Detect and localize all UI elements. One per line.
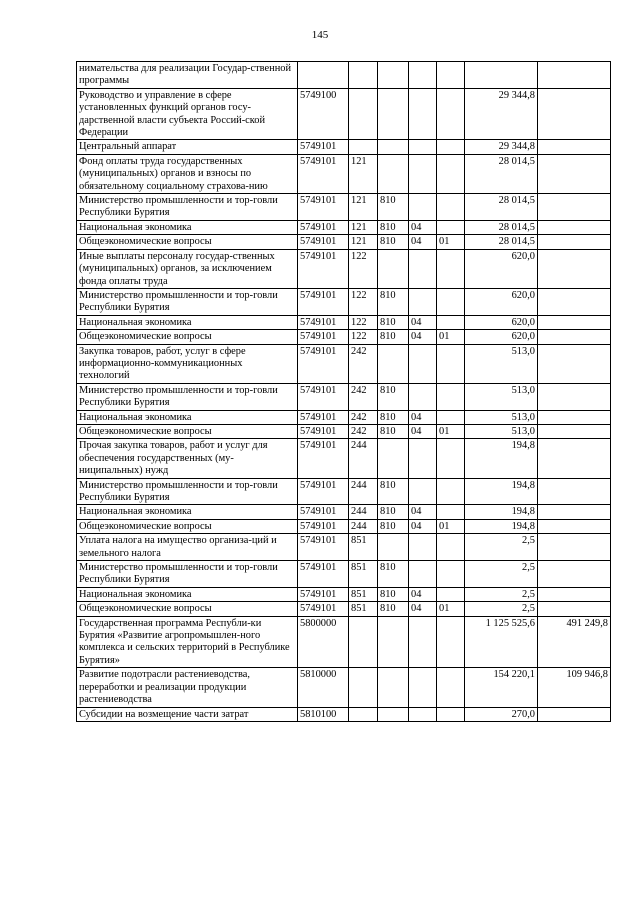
- ministry-code: [378, 439, 409, 478]
- subsection-code: [437, 668, 465, 707]
- target-article-code: 5749101: [298, 330, 349, 344]
- section-code: 04: [409, 235, 437, 249]
- table-row: [77, 478, 611, 505]
- target-article-code: 5749101: [298, 410, 349, 424]
- section-code: 04: [409, 220, 437, 234]
- amount-year-2: [538, 315, 611, 329]
- subsection-code: [437, 534, 465, 561]
- subsection-code: [437, 410, 465, 424]
- ministry-code: 810: [378, 383, 409, 410]
- amount-year-1: 194,8: [465, 505, 538, 519]
- subsection-code: [437, 561, 465, 588]
- expense-type-code: 244: [349, 478, 378, 505]
- expense-type-code: [349, 62, 378, 89]
- amount-year-2: [538, 439, 611, 478]
- amount-year-1: 28 014,5: [465, 220, 538, 234]
- amount-year-2: [538, 140, 611, 154]
- expense-type-code: 121: [349, 154, 378, 193]
- expense-type-code: 851: [349, 587, 378, 601]
- expense-type-code: [349, 616, 378, 668]
- table-row: [77, 707, 611, 721]
- table-row: [77, 249, 611, 288]
- row-name: Национальная экономика: [77, 220, 298, 234]
- subsection-code: [437, 220, 465, 234]
- row-name: Общеэкономические вопросы: [77, 330, 298, 344]
- subsection-code: 01: [437, 519, 465, 533]
- section-code: 04: [409, 602, 437, 616]
- row-name: Министерство промышленности и тор-говли Республики Бурятия: [77, 194, 298, 221]
- amount-year-2: [538, 88, 611, 140]
- amount-year-1: 620,0: [465, 330, 538, 344]
- row-name: Фонд оплаты труда государственных (муниципальных) органов и взносы по обязательному социальному страхова-нию: [77, 154, 298, 193]
- table-row: [77, 587, 611, 601]
- amount-year-2: [538, 288, 611, 315]
- expense-type-code: [349, 140, 378, 154]
- amount-year-2: [538, 561, 611, 588]
- amount-year-2: [538, 62, 611, 89]
- subsection-code: [437, 344, 465, 383]
- row-name: Закупка товаров, работ, услуг в сфере информационно-коммуникационных технологий: [77, 344, 298, 383]
- target-article-code: 5749101: [298, 154, 349, 193]
- row-name: Общеэкономические вопросы: [77, 424, 298, 438]
- row-name: Прочая закупка товаров, работ и услуг для обеспечения государственных (му-ниципальных) нужд: [77, 439, 298, 478]
- section-code: 04: [409, 330, 437, 344]
- target-article-code: 5749100: [298, 88, 349, 140]
- section-code: [409, 288, 437, 315]
- expense-type-code: 244: [349, 505, 378, 519]
- amount-year-2: [538, 154, 611, 193]
- expense-type-code: 242: [349, 424, 378, 438]
- target-article-code: [298, 62, 349, 89]
- expense-type-code: [349, 707, 378, 721]
- amount-year-2: [538, 505, 611, 519]
- amount-year-2: [538, 235, 611, 249]
- section-code: 04: [409, 424, 437, 438]
- subsection-code: [437, 478, 465, 505]
- expense-type-code: 244: [349, 439, 378, 478]
- subsection-code: [437, 88, 465, 140]
- subsection-code: [437, 616, 465, 668]
- row-name: Иные выплаты персоналу государ-ственных (муниципальных) органов, за исключением фонда оплаты труда: [77, 249, 298, 288]
- amount-year-1: 2,5: [465, 561, 538, 588]
- ministry-code: [378, 62, 409, 89]
- amount-year-2: [538, 194, 611, 221]
- ministry-code: 810: [378, 220, 409, 234]
- target-article-code: 5749101: [298, 288, 349, 315]
- table-row: [77, 602, 611, 616]
- ministry-code: [378, 344, 409, 383]
- section-code: 04: [409, 505, 437, 519]
- table-row: [77, 534, 611, 561]
- expense-type-code: [349, 668, 378, 707]
- subsection-code: [437, 439, 465, 478]
- section-code: [409, 88, 437, 140]
- section-code: [409, 62, 437, 89]
- row-name: Общеэкономические вопросы: [77, 602, 298, 616]
- section-code: [409, 707, 437, 721]
- target-article-code: 5749101: [298, 561, 349, 588]
- table-row: [77, 288, 611, 315]
- expense-type-code: [349, 88, 378, 140]
- amount-year-1: 28 014,5: [465, 194, 538, 221]
- amount-year-1: 513,0: [465, 410, 538, 424]
- ministry-code: [378, 707, 409, 721]
- subsection-code: [437, 707, 465, 721]
- target-article-code: 5749101: [298, 194, 349, 221]
- amount-year-1: 194,8: [465, 519, 538, 533]
- target-article-code: 5749101: [298, 235, 349, 249]
- target-article-code: 5800000: [298, 616, 349, 668]
- table-row: [77, 439, 611, 478]
- amount-year-2: [538, 519, 611, 533]
- section-code: [409, 154, 437, 193]
- row-name: Министерство промышленности и тор-говли Республики Бурятия: [77, 478, 298, 505]
- subsection-code: [437, 505, 465, 519]
- expense-type-code: 122: [349, 315, 378, 329]
- amount-year-1: 29 344,8: [465, 88, 538, 140]
- amount-year-1: 2,5: [465, 587, 538, 601]
- ministry-code: [378, 534, 409, 561]
- table-row: [77, 154, 611, 193]
- target-article-code: 5749101: [298, 602, 349, 616]
- subsection-code: [437, 315, 465, 329]
- amount-year-2: [538, 344, 611, 383]
- row-name: Министерство промышленности и тор-говли Республики Бурятия: [77, 288, 298, 315]
- amount-year-1: 28 014,5: [465, 154, 538, 193]
- amount-year-2: [538, 330, 611, 344]
- amount-year-1: 620,0: [465, 249, 538, 288]
- expense-type-code: 242: [349, 410, 378, 424]
- row-name: Руководство и управление в сфере установленных функций органов госу-дарственной власти субъекта Россий-ской Федерации: [77, 88, 298, 140]
- target-article-code: 5749101: [298, 424, 349, 438]
- table-row: [77, 194, 611, 221]
- row-name: Уплата налога на имущество организа-ций и земельного налога: [77, 534, 298, 561]
- table-row: [77, 410, 611, 424]
- subsection-code: 01: [437, 602, 465, 616]
- amount-year-1: 270,0: [465, 707, 538, 721]
- expense-type-code: 121: [349, 235, 378, 249]
- subsection-code: 01: [437, 424, 465, 438]
- subsection-code: [437, 154, 465, 193]
- ministry-code: 810: [378, 315, 409, 329]
- expense-type-code: 851: [349, 561, 378, 588]
- target-article-code: 5749101: [298, 534, 349, 561]
- ministry-code: 810: [378, 602, 409, 616]
- target-article-code: 5810100: [298, 707, 349, 721]
- amount-year-2: [538, 249, 611, 288]
- section-code: [409, 140, 437, 154]
- ministry-code: 810: [378, 478, 409, 505]
- ministry-code: 810: [378, 330, 409, 344]
- table-row: [77, 519, 611, 533]
- table-row: [77, 62, 611, 89]
- expense-type-code: 851: [349, 602, 378, 616]
- ministry-code: 810: [378, 288, 409, 315]
- expense-type-code: 242: [349, 383, 378, 410]
- row-name: Центральный аппарат: [77, 140, 298, 154]
- ministry-code: 810: [378, 194, 409, 221]
- subsection-code: [437, 140, 465, 154]
- target-article-code: 5749101: [298, 519, 349, 533]
- ministry-code: 810: [378, 424, 409, 438]
- ministry-code: [378, 668, 409, 707]
- amount-year-1: 513,0: [465, 344, 538, 383]
- subsection-code: [437, 194, 465, 221]
- table-row: [77, 561, 611, 588]
- row-name: Министерство промышленности и тор-говли Республики Бурятия: [77, 561, 298, 588]
- subsection-code: 01: [437, 330, 465, 344]
- amount-year-1: 620,0: [465, 315, 538, 329]
- section-code: [409, 194, 437, 221]
- section-code: [409, 534, 437, 561]
- subsection-code: [437, 383, 465, 410]
- amount-year-1: 620,0: [465, 288, 538, 315]
- amount-year-2: [538, 478, 611, 505]
- section-code: 04: [409, 519, 437, 533]
- target-article-code: 5749101: [298, 587, 349, 601]
- amount-year-1: 2,5: [465, 534, 538, 561]
- section-code: [409, 383, 437, 410]
- expense-type-code: 121: [349, 220, 378, 234]
- amount-year-1: 154 220,1: [465, 668, 538, 707]
- table-row: [77, 315, 611, 329]
- amount-year-1: [465, 62, 538, 89]
- table-row: [77, 330, 611, 344]
- table-row: [77, 424, 611, 438]
- table-row: [77, 383, 611, 410]
- section-code: [409, 249, 437, 288]
- row-name: Национальная экономика: [77, 505, 298, 519]
- ministry-code: [378, 88, 409, 140]
- amount-year-2: [538, 424, 611, 438]
- section-code: [409, 478, 437, 505]
- expense-type-code: 244: [349, 519, 378, 533]
- target-article-code: 5749101: [298, 220, 349, 234]
- subsection-code: [437, 587, 465, 601]
- row-name: Национальная экономика: [77, 315, 298, 329]
- row-name: Государственная программа Республи-ки Бурятия «Развитие агропромышлен-ного комплекса и сельских территорий в Республике Бурятия»: [77, 616, 298, 668]
- amount-year-2: 491 249,8: [538, 616, 611, 668]
- subsection-code: [437, 62, 465, 89]
- section-code: 04: [409, 410, 437, 424]
- page-number: 145: [311, 29, 329, 41]
- amount-year-2: [538, 410, 611, 424]
- section-code: [409, 561, 437, 588]
- expense-type-code: 121: [349, 194, 378, 221]
- expense-type-code: 851: [349, 534, 378, 561]
- amount-year-1: 194,8: [465, 478, 538, 505]
- section-code: [409, 344, 437, 383]
- ministry-code: [378, 140, 409, 154]
- amount-year-1: 194,8: [465, 439, 538, 478]
- ministry-code: 810: [378, 587, 409, 601]
- amount-year-1: 1 125 525,6: [465, 616, 538, 668]
- table-row: [77, 235, 611, 249]
- row-name: Развитие подотрасли растениеводства, переработки и реализации продукции растениеводства: [77, 668, 298, 707]
- amount-year-2: 109 946,8: [538, 668, 611, 707]
- row-name: Общеэкономические вопросы: [77, 519, 298, 533]
- row-name: Национальная экономика: [77, 410, 298, 424]
- target-article-code: 5749101: [298, 383, 349, 410]
- target-article-code: 5810000: [298, 668, 349, 707]
- budget-table: [76, 61, 611, 722]
- section-code: [409, 616, 437, 668]
- amount-year-2: [538, 383, 611, 410]
- target-article-code: 5749101: [298, 344, 349, 383]
- section-code: [409, 439, 437, 478]
- table-row: [77, 344, 611, 383]
- table-row: [77, 140, 611, 154]
- subsection-code: 01: [437, 235, 465, 249]
- row-name: Субсидии на возмещение части затрат: [77, 707, 298, 721]
- row-name: Национальная экономика: [77, 587, 298, 601]
- section-code: [409, 668, 437, 707]
- expense-type-code: 242: [349, 344, 378, 383]
- table-body: [77, 62, 611, 722]
- amount-year-2: [538, 602, 611, 616]
- row-name: Общеэкономические вопросы: [77, 235, 298, 249]
- amount-year-2: [538, 587, 611, 601]
- ministry-code: 810: [378, 410, 409, 424]
- target-article-code: 5749101: [298, 140, 349, 154]
- ministry-code: 810: [378, 505, 409, 519]
- amount-year-2: [538, 220, 611, 234]
- ministry-code: [378, 154, 409, 193]
- ministry-code: [378, 249, 409, 288]
- amount-year-1: 2,5: [465, 602, 538, 616]
- amount-year-1: 513,0: [465, 424, 538, 438]
- ministry-code: 810: [378, 519, 409, 533]
- row-name: нимательства для реализации Государ-ственной программы: [77, 62, 298, 89]
- expense-type-code: 122: [349, 288, 378, 315]
- target-article-code: 5749101: [298, 249, 349, 288]
- ministry-code: 810: [378, 561, 409, 588]
- table-row: [77, 88, 611, 140]
- subsection-code: [437, 288, 465, 315]
- section-code: 04: [409, 315, 437, 329]
- amount-year-1: 29 344,8: [465, 140, 538, 154]
- target-article-code: 5749101: [298, 505, 349, 519]
- target-article-code: 5749101: [298, 315, 349, 329]
- table-row: [77, 220, 611, 234]
- row-name: Министерство промышленности и тор-говли Республики Бурятия: [77, 383, 298, 410]
- target-article-code: 5749101: [298, 439, 349, 478]
- section-code: 04: [409, 587, 437, 601]
- amount-year-2: [538, 707, 611, 721]
- table-row: [77, 505, 611, 519]
- ministry-code: 810: [378, 235, 409, 249]
- amount-year-1: 28 014,5: [465, 235, 538, 249]
- expense-type-code: 122: [349, 249, 378, 288]
- subsection-code: [437, 249, 465, 288]
- ministry-code: [378, 616, 409, 668]
- expense-type-code: 122: [349, 330, 378, 344]
- target-article-code: 5749101: [298, 478, 349, 505]
- amount-year-2: [538, 534, 611, 561]
- table-row: [77, 668, 611, 707]
- table-row: [77, 616, 611, 668]
- amount-year-1: 513,0: [465, 383, 538, 410]
